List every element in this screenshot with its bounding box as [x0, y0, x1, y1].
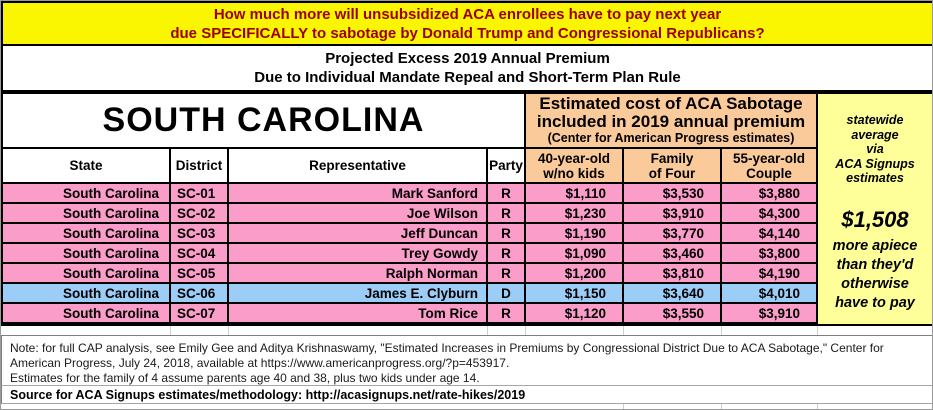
subtitle-line-2: Due to Individual Mandate Repeal and Short-Term Plan Rule	[254, 69, 681, 86]
gridline-strip-top	[1, 326, 933, 335]
cell-40yo-premium: $1,120	[526, 304, 624, 324]
gridline	[525, 326, 526, 335]
cell-state: South Carolina	[3, 184, 171, 204]
cell-district: SC-04	[171, 244, 229, 264]
header-line: Family	[650, 150, 694, 166]
cell-party: R	[488, 204, 526, 224]
statewide-average-amount: $1,508	[841, 207, 909, 232]
gridline	[721, 326, 722, 335]
gridline	[817, 404, 818, 410]
headline-line-1: How much more will unsubsidized ACA enrollees have to pay next year	[213, 5, 722, 23]
header-line: 40-year-old	[537, 150, 611, 166]
sidebar-line: estimates	[846, 171, 904, 185]
sidebar-line: via	[866, 142, 884, 156]
cell-40yo-premium: $1,090	[526, 244, 624, 264]
cell-40yo-premium: $1,110	[526, 184, 624, 204]
cell-party: R	[488, 224, 526, 244]
sabotage-header-line-2: included in 2019 annual premium	[536, 112, 806, 131]
column-header-representative: Representative	[229, 149, 488, 184]
cell-district: SC-01	[171, 184, 229, 204]
caption-line: more apiece	[832, 238, 918, 254]
cell-family-premium: $3,910	[624, 204, 722, 224]
column-header-40yo	[526, 149, 624, 184]
cell-state: South Carolina	[3, 284, 171, 304]
header-line: of Four	[648, 165, 696, 181]
cell-representative: Ralph Norman	[229, 264, 488, 284]
sabotage-header-line-1: Estimated cost of ACA Sabotage	[539, 94, 803, 113]
subtitle-band	[1, 46, 933, 92]
cell-state: South Carolina	[3, 264, 171, 284]
cell-party: R	[488, 264, 526, 284]
column-header-state: State	[3, 149, 171, 184]
sidebar-line: statewide	[846, 113, 904, 127]
statewide-average-label	[835, 105, 914, 191]
source-row	[1, 385, 933, 404]
cell-representative: Mark Sanford	[229, 184, 488, 204]
cell-party: R	[488, 244, 526, 264]
note-paragraph-2: Estimates for the family of 4 assume parents age 40 and 38, plus two kids under age 14.	[10, 371, 480, 385]
sidebar-line: ACA Signups	[835, 156, 915, 171]
cell-family-premium: $3,460	[624, 244, 722, 264]
cell-representative: Jeff Duncan	[229, 224, 488, 244]
cell-40yo-premium: $1,190	[526, 224, 624, 244]
cell-party: D	[488, 284, 526, 304]
sabotage-header-line-3: (Center for American Progress estimates)	[547, 131, 795, 145]
caption-line: otherwise	[841, 276, 909, 292]
column-header-district: District	[171, 149, 229, 184]
cell-party: R	[488, 304, 526, 324]
gridline	[228, 326, 229, 335]
statewide-average-caption	[833, 237, 918, 313]
cell-55yo-premium: $3,910	[722, 304, 818, 324]
cell-family-premium: $3,770	[624, 224, 722, 244]
note-paragraph-1: Note: for full CAP analysis, see Emily Gee and Aditya Krishnaswamy, "Estimated Increases in Premiums by Congressional District Due to ACA Sabotage," Center for American Progress, July 24, 2018, available at https://www.americanprogress.org/?p=453917.	[10, 341, 884, 370]
headline-banner	[1, 1, 933, 46]
cell-representative: Joe Wilson	[229, 204, 488, 224]
cell-55yo-premium: $3,800	[722, 244, 818, 264]
gridline	[623, 326, 624, 335]
cell-district: SC-07	[171, 304, 229, 324]
cell-representative: Trey Gowdy	[229, 244, 488, 264]
cell-representative: James E. Clyburn	[229, 284, 488, 304]
cell-55yo-premium: $4,300	[722, 204, 818, 224]
statewide-average-panel	[818, 94, 932, 324]
cell-family-premium: $3,810	[624, 264, 722, 284]
gridline-strip-bottom	[1, 404, 933, 410]
cell-40yo-premium: $1,150	[526, 284, 624, 304]
cell-family-premium: $3,640	[624, 284, 722, 304]
cell-district: SC-05	[171, 264, 229, 284]
gridline	[487, 326, 488, 335]
caption-line: have to pay	[835, 295, 915, 311]
premium-table	[1, 92, 933, 326]
column-header-55yo	[722, 149, 818, 184]
cell-40yo-premium: $1,230	[526, 204, 624, 224]
cell-55yo-premium: $4,190	[722, 264, 818, 284]
cell-party: R	[488, 184, 526, 204]
column-header-party: Party	[488, 149, 526, 184]
cell-state: South Carolina	[3, 304, 171, 324]
header-line: Couple	[746, 165, 792, 181]
cell-55yo-premium: $3,880	[722, 184, 818, 204]
cell-state: South Carolina	[3, 244, 171, 264]
source-text: Source for ACA Signups estimates/methodology: http://acasignups.net/rate-hikes/2019	[10, 387, 526, 402]
cell-55yo-premium: $4,140	[722, 224, 818, 244]
cell-district: SC-02	[171, 204, 229, 224]
column-header-family	[624, 149, 722, 184]
cell-district: SC-06	[171, 284, 229, 304]
cell-40yo-premium: $1,200	[526, 264, 624, 284]
cap-analysis-note	[1, 335, 933, 385]
cell-representative: Tom Rice	[229, 304, 488, 324]
sidebar-line: average	[851, 127, 899, 142]
state-title: SOUTH CAROLINA	[3, 94, 526, 149]
gridline	[721, 404, 722, 410]
subtitle-line-1: Projected Excess 2019 Annual Premium	[325, 50, 610, 67]
caption-line: than they'd	[836, 257, 914, 273]
headline-line-2: due SPECIFICALLY to sabotage by Donald Trump and Congressional Republicans?	[170, 24, 765, 42]
gridline	[170, 326, 171, 335]
gridline	[817, 326, 818, 335]
gridline	[623, 404, 624, 410]
cell-district: SC-03	[171, 224, 229, 244]
sabotage-cost-header	[526, 94, 818, 149]
cell-family-premium: $3,530	[624, 184, 722, 204]
cell-state: South Carolina	[3, 224, 171, 244]
header-line: w/no kids	[543, 165, 605, 181]
header-line: 55-year-old	[732, 150, 806, 166]
cell-family-premium: $3,550	[624, 304, 722, 324]
cell-state: South Carolina	[3, 204, 171, 224]
cell-55yo-premium: $4,010	[722, 284, 818, 304]
